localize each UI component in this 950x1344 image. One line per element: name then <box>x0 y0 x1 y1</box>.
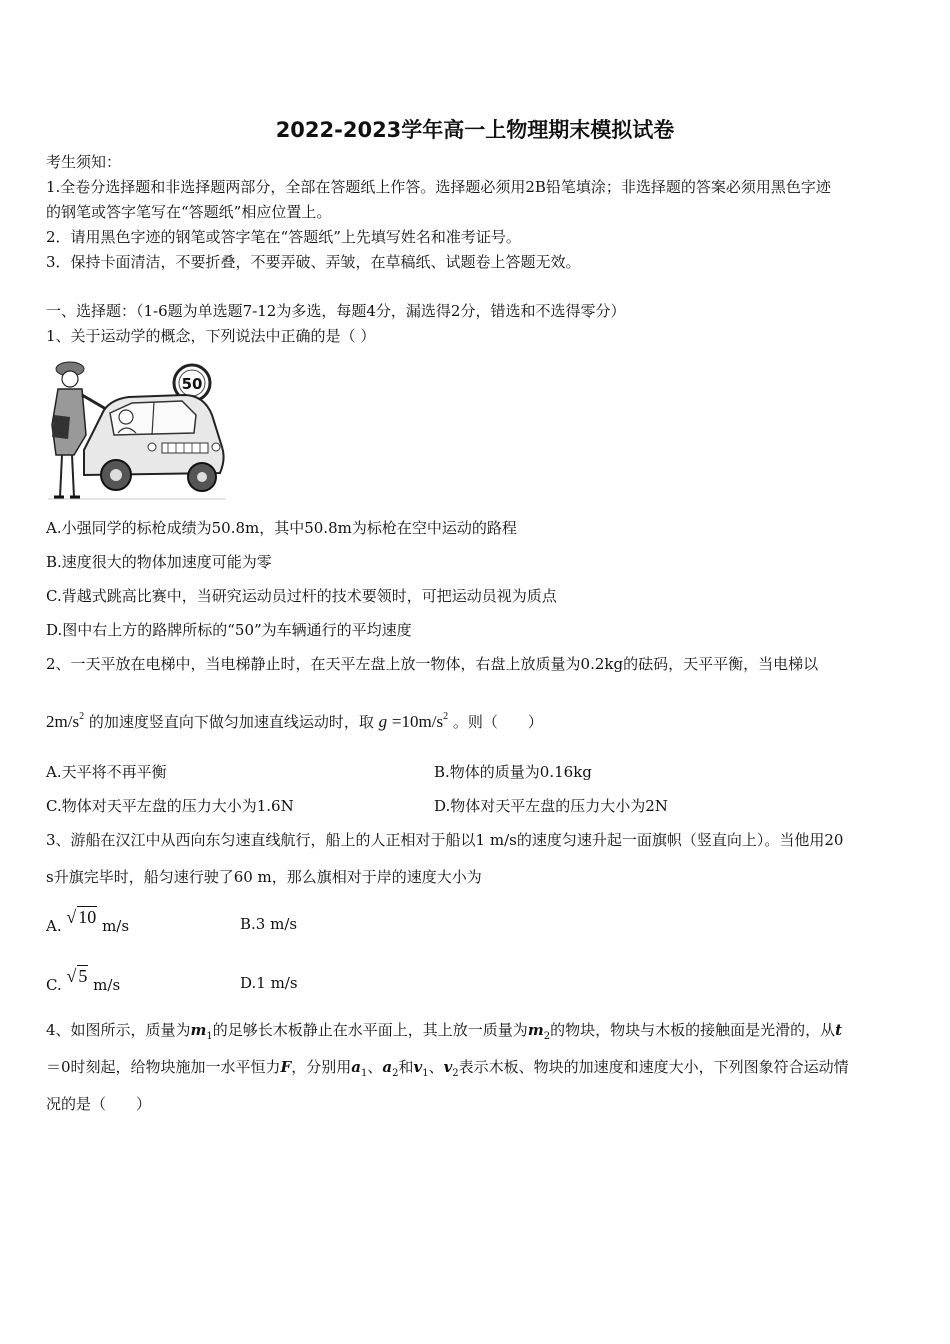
q2-option-a: A.天平将不再平衡 <box>46 763 167 781</box>
q2-accel-value: 2m/s <box>46 712 80 731</box>
q4-stem-line-2: ＝0时刻起，给物块施加一水平恒力F，分别用$a_1$、$a_2$和$v_1$、$v_2$表示木板、物块的加速度和速度大小，下列图象符合运动情 <box>46 1058 849 1079</box>
q3-option-a <box>46 906 130 935</box>
q2-stem-line-1: 2、一天平放在电梯中，当电梯静止时，在天平左盘上放一物体，右盘上放质量为0.2kg的砝码，天平平衡，当电梯以 <box>46 655 819 673</box>
page-title: 2022-2023学年高一上物理期末模拟试卷 <box>275 118 675 142</box>
notice-item-3: 3．保持卡面清洁，不要折叠，不要弄破、弄皱，在草稿纸、试题卷上答题无效。 <box>46 253 581 271</box>
notice-item-1-line-2: 的钢笔或答字笔写在“答题纸”相应位置上。 <box>46 203 332 221</box>
section-heading: 一、选择题：（1-6题为单选题7-12为多选，每题4分，漏选得2分，错选和不选得零分） <box>46 302 626 320</box>
q1-option-c: C.背越式跳高比赛中，当研究运动员过杆的技术要领时，可把运动员视为质点 <box>46 587 557 605</box>
q3-stem-line-1: 3、游船在汉江中从西向东匀速直线航行，船上的人正相对于船以1 m/s的速度匀速升起一面旗帜（竖直向上）。当他用20 <box>46 831 844 849</box>
q2-g-symbol: g <box>378 712 388 731</box>
q2-option-b: B.物体的质量为0.16kg <box>434 763 592 781</box>
sqrt-5: √ 5 <box>66 966 88 986</box>
q3-option-d: D.1 m/s <box>240 974 298 992</box>
q3-option-c-label: C. <box>46 976 62 994</box>
q1-option-a: A.小强同学的标枪成绩为50.8m，其中50.8m为标枪在空中运动的路程 <box>46 519 517 537</box>
q4-stem-line-3: 况的是（ ） <box>46 1095 152 1113</box>
q2-option-c: C.物体对天平左盘的压力大小为1.6N <box>46 797 294 815</box>
q3-option-b: B.3 m/s <box>240 915 298 933</box>
q1-option-b: B.速度很大的物体加速度可能为零 <box>46 553 272 571</box>
sqrt-10: √ 10 <box>66 907 97 927</box>
q2-g-value: =10m/s <box>391 712 444 731</box>
q2-stem-mid: 的加速度竖直向下做匀加速直线运动时，取 <box>88 713 374 731</box>
speed-sign-number: 50 <box>181 375 203 393</box>
notice-item-1-line-1: 1.全卷分选择题和非选择题两部分，全部在答题纸上作答。选择题必须用2B铅笔填涂；非选择题的答案必须用黑色字迹 <box>46 178 831 196</box>
q3-option-a-unit: m/s <box>102 917 130 935</box>
notice-heading: 考生须知： <box>46 153 122 171</box>
q1-stem: 1、关于运动学的概念，下列说法中正确的是（ ） <box>46 327 376 345</box>
q3-option-c <box>46 965 121 994</box>
car-and-speed-sign-illustration <box>44 355 228 505</box>
q2-g-exponent: 2 <box>443 711 449 722</box>
q3-option-c-unit: m/s <box>93 976 121 994</box>
q4-stem-line-1: 4、如图所示，质量为$m_1$的足够长木板静止在水平面上，其上放一质量为$m_2$的物块，物块与木板的接触面是光滑的，从t <box>46 1021 843 1042</box>
q3-stem-line-2: s升旗完毕时，船匀速行驶了60 m，那么旗相对于岸的速度大小为 <box>46 868 482 886</box>
q1-option-d: D.图中右上方的路牌所标的“50”为车辆通行的平均速度 <box>46 621 412 639</box>
q2-accel-exponent: 2 <box>79 711 85 722</box>
notice-item-2: 2．请用黑色字迹的钢笔或答字笔在“答题纸”上先填写姓名和准考证号。 <box>46 228 521 246</box>
q2-option-d: D.物体对天平左盘的压力大小为2N <box>434 797 668 815</box>
q2-stem-line-2 <box>46 712 543 735</box>
q2-stem-end: 。则（ ） <box>452 713 543 731</box>
q3-option-a-label: A. <box>46 917 62 935</box>
